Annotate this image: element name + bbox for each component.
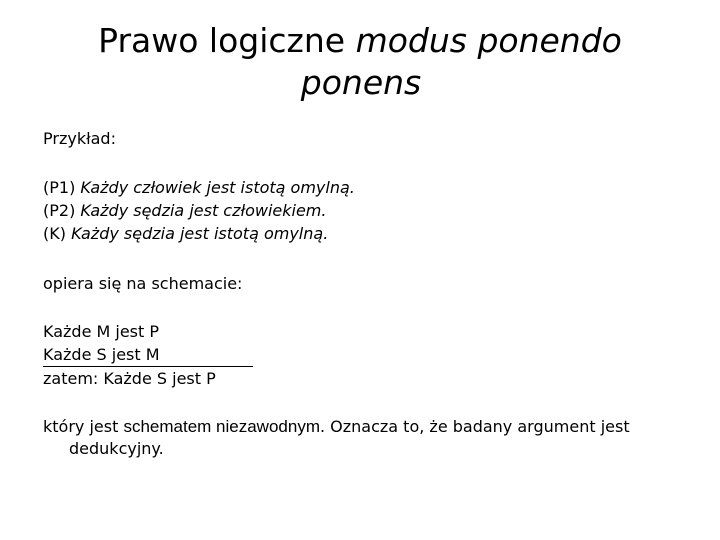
para-emphasis: schematem niezawodnym [123, 417, 320, 436]
premise-tag: (K) [43, 224, 72, 243]
para-text-1: który jest [43, 417, 124, 436]
para-text-3: dedukcyjny. [69, 439, 164, 458]
schema-line-3: zatem: Każde S jest P [43, 369, 216, 388]
para-text-2: . Oznacza to, że badany argument jest [319, 417, 630, 436]
conclusion-paragraph [43, 416, 683, 460]
premise-p2 [43, 200, 326, 222]
example-label: Przykład: [43, 129, 116, 148]
premise-tag: (P2) [43, 201, 81, 220]
schema-line-2: Każde S jest M [43, 345, 160, 364]
slide-title [60, 20, 660, 104]
premise-text: Każdy sędzia jest człowiekiem. [80, 201, 327, 220]
title-text-italic: modus ponendo [355, 21, 622, 60]
conclusion-k [43, 223, 328, 245]
title-text-line2: ponens [300, 63, 422, 102]
schema-line-1: Każde M jest P [43, 322, 160, 341]
premise-text: Każdy sędzia jest istotą omylną. [71, 224, 329, 243]
title-text-part1: Prawo logiczne [98, 21, 356, 60]
premise-text: Każdy człowiek jest istotą omylną. [80, 178, 355, 197]
premise-tag: (P1) [43, 178, 81, 197]
premise-p1 [43, 177, 355, 199]
schema-intro: opiera się na schemacie: [43, 274, 243, 293]
conclusion-rule-line [43, 366, 253, 367]
